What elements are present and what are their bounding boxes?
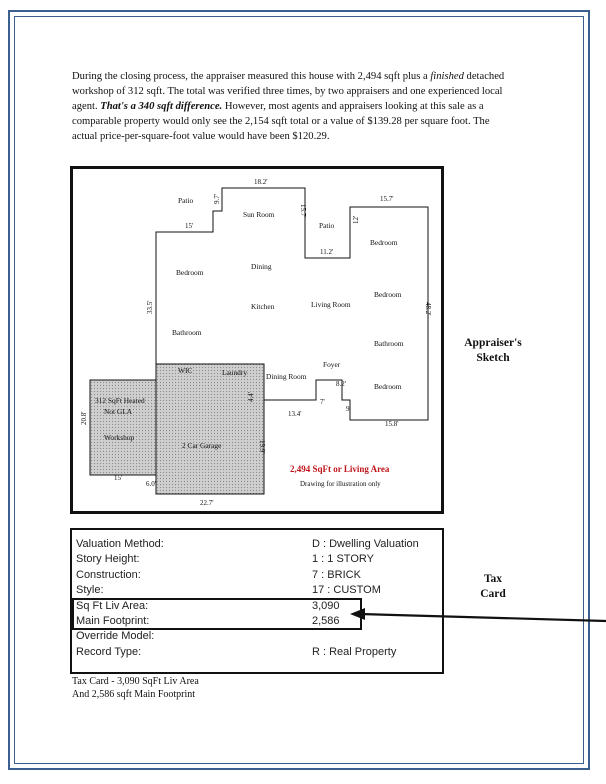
intro-text-1: During the closing process, the appraiser measured this house with 2,494 sqft plus a	[72, 71, 431, 82]
room-bedroom-top-right: Bedroom	[370, 238, 398, 247]
illustration-note: Drawing for illustration only	[300, 480, 381, 488]
sketch-title-line1: Appraiser's	[464, 337, 522, 349]
tax-label-sqft-liv-area: Sq Ft Liv Area:	[76, 600, 149, 612]
room-patio-left: Patio	[178, 196, 194, 205]
room-patio-right: Patio	[319, 221, 335, 230]
room-workshop-note-1: 312 SqFt Heated	[95, 396, 145, 405]
room-bedroom-left: Bedroom	[176, 268, 204, 277]
dim-top: 18.2'	[254, 178, 268, 186]
room-bedroom-right-2: Bedroom	[374, 290, 402, 299]
arrowhead	[350, 608, 365, 620]
room-workshop: Workshop	[104, 433, 135, 442]
arrow-line	[360, 614, 606, 621]
room-bathroom-right: Bathroom	[374, 339, 404, 348]
dim-left-33-5: 33.5'	[146, 300, 154, 314]
dim-sunroom-right: 15.7'	[299, 204, 307, 218]
dim-patio-left: 9.7'	[213, 193, 221, 204]
dim-foyer-7: 7'	[320, 398, 325, 406]
tax-label-style: Style:	[76, 584, 104, 596]
caption-line2: And 2,586 sqft Main Footprint	[72, 689, 196, 700]
tax-value-construction: 7 : BRICK	[312, 569, 361, 581]
dim-right-top: 15.7'	[380, 195, 394, 203]
room-laundry: Laundry	[222, 368, 248, 377]
dim-foyer-8-2: 8.2'	[336, 380, 347, 388]
tax-value-style: 17 : CUSTOM	[312, 584, 381, 596]
dim-garage-4-4: 4.4'	[247, 391, 255, 402]
room-dining: Dining	[251, 262, 272, 271]
room-wic: WIC	[178, 366, 193, 375]
dim-foyer-9: 9'	[346, 405, 351, 413]
intro-emphasis: That's a 340 sqft difference.	[100, 100, 223, 112]
dim-garage-22-7: 22.7'	[200, 499, 214, 507]
tax-value-record-type: R : Real Property	[312, 646, 397, 658]
tax-label-main-footprint: Main Footprint:	[76, 615, 150, 627]
room-kitchen: Kitchen	[251, 302, 275, 311]
tax-value-valuation-method: D : Dwelling Valuation	[312, 538, 419, 550]
intro-text-2: detached workshop of 312 sqft. The total was verified three times, by two appraisers and one experienced local agent.	[72, 71, 505, 112]
tax-label-valuation-method: Valuation Method:	[76, 538, 164, 550]
tax-value-sqft-liv-area: 3,090	[312, 600, 340, 612]
tax-label-story-height: Story Height:	[76, 553, 140, 565]
dim-right-48-2: 48.2'	[424, 302, 432, 316]
tax-card-caption	[72, 675, 199, 701]
gla-label: 2,494 SqFt or Living Area	[290, 464, 390, 474]
room-sun-room: Sun Room	[243, 210, 275, 219]
tax-value-main-footprint: 2,586	[312, 615, 340, 627]
tax-label-override-model: Override Model:	[76, 630, 155, 642]
dim-left-15: 15'	[185, 222, 194, 230]
caption-line1: Tax Card - 3,090 SqFt Liv Area	[72, 676, 199, 687]
dim-workshop-15: 15'	[114, 474, 123, 482]
sketch-title-line2: Sketch	[476, 352, 510, 364]
dim-garage-19-9: 19.9'	[258, 440, 266, 454]
dim-13-4: 13.4'	[288, 410, 302, 418]
room-foyer: Foyer	[323, 360, 341, 369]
intro-text-3: However, most agents and appraisers looking at this sale as a comparable property would only see the 2,154 sqft total or a value of $139.28 per square foot. The actual price-per-square-foot value would have been $120.29.	[72, 100, 490, 142]
room-living: Living Room	[311, 300, 351, 309]
room-workshop-note-2: Not GLA	[104, 407, 133, 416]
tax-value-story-height: 1 : 1 STORY	[312, 553, 374, 565]
intro-finished: finished	[430, 71, 464, 82]
dim-patio-right: 12'	[352, 215, 360, 224]
room-bedroom-bottom-right: Bedroom	[374, 382, 402, 391]
room-bathroom-left: Bathroom	[172, 328, 202, 337]
dim-workshop-6-0: 6.0'	[146, 480, 157, 488]
dim-11-2: 11.2'	[320, 248, 334, 256]
room-dining-room: Dining Room	[266, 372, 307, 381]
room-garage: 2 Car Garage	[182, 441, 222, 450]
tax-card-title-line1: Tax	[483, 573, 503, 585]
tax-label-record-type: Record Type:	[76, 646, 142, 658]
tax-card-title	[448, 572, 538, 602]
dim-workshop-20-8: 20.8'	[80, 411, 88, 425]
tax-card-title-line2: Card	[480, 588, 506, 600]
dim-bottom-15-8: 15.8'	[385, 420, 399, 428]
tax-label-construction: Construction:	[76, 569, 141, 581]
